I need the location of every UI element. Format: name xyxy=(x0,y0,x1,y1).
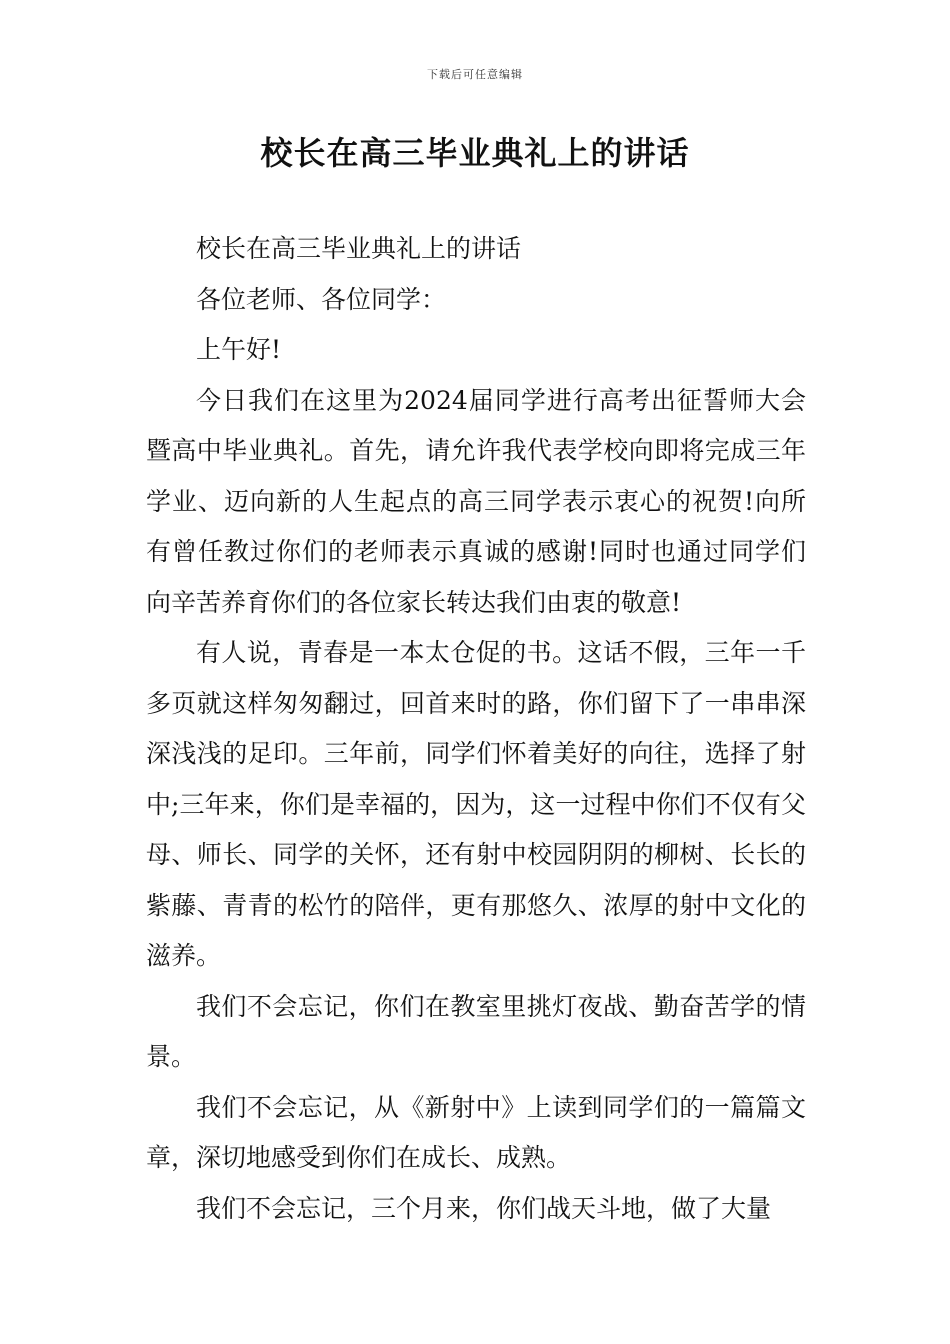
paragraph: 我们不会忘记，三个月来，你们战天斗地，做了大量 xyxy=(196,1193,772,1223)
paragraph: 我们不会忘记，你们在教室里挑灯夜战、勤奋苦学的情景。 xyxy=(146,991,806,1071)
paragraph: 有人说，青春是一本太仓促的书。这话不假，三年一千多页就这样匆匆翻过，回首来时的路，你们留下了一串串深深浅浅的足印。三年前，同学们怀着美好的向往，选择了射中;三年来，你们是幸福的，因为，这一过程中你们不仅有父母、师长、同学的关怀，还有射中校园阴阴的柳树、长长的紫藤、青青的松竹的陪伴，更有那悠久、浓厚的射中文化的滋养。 xyxy=(146,638,806,970)
paragraph-heading-repeat: 校长在高三毕业典礼上的讲话 xyxy=(196,234,522,263)
paragraph-salutation: 各位老师、各位同学： xyxy=(196,284,447,314)
header-note: 下载后可任意编辑 xyxy=(427,68,523,81)
paragraph: 今日我们在这里为2024届同学进行高考出征誓师大会暨高中毕业典礼。首先，请允许我代表学校向即将完成三年学业、迈向新的人生起点的高三同学表示衷心的祝贺!向所有曾任教过你们的老师表示真诚的感谢!同时也通过同学们向辛苦养育你们的各位家长转达我们由衷的敬意! xyxy=(146,385,806,617)
document-body xyxy=(146,224,806,1234)
paragraph: 我们不会忘记，从《新射中》上读到同学们的一篇篇文章，深切地感受到你们在成长、成熟。 xyxy=(146,1092,806,1172)
document-title: 校长在高三毕业典礼上的讲话 xyxy=(260,134,690,172)
paragraph-greeting: 上午好! xyxy=(196,335,282,364)
